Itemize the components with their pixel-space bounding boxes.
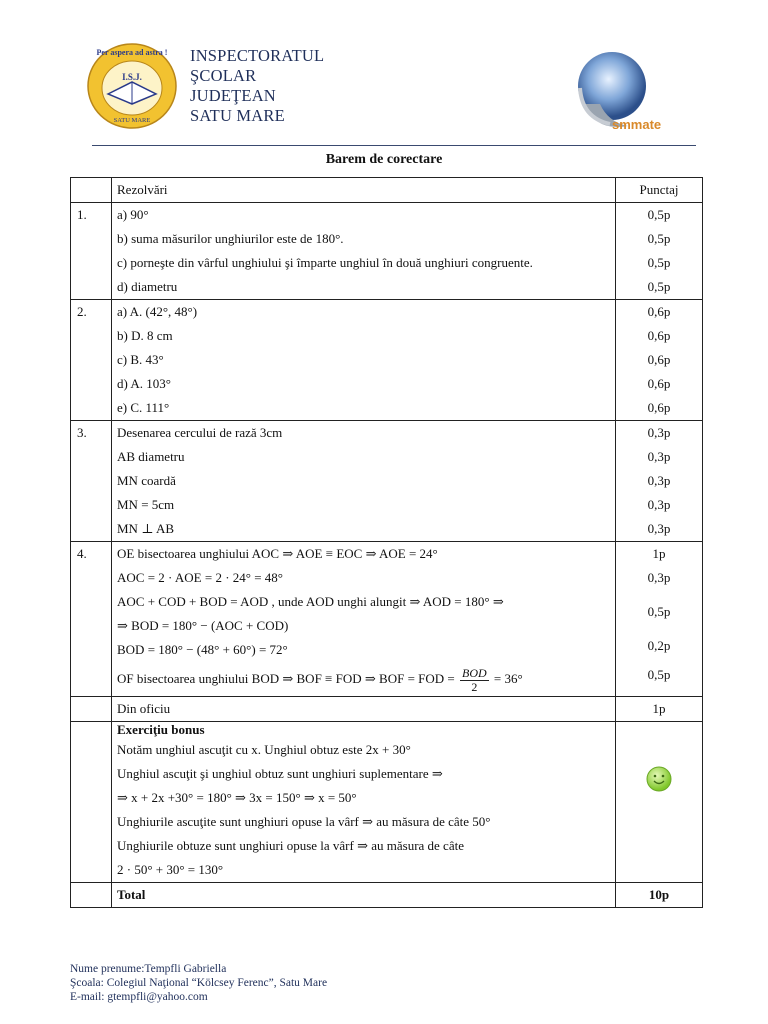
- author-email: E-mail: gtempfli@yahoo.com: [70, 991, 208, 1003]
- bonus-title: Exerciţiu bonus: [117, 722, 205, 737]
- smmate-logo-text: smmate: [612, 117, 662, 132]
- fraction: $\frac{\text{BOD}}{2}$: [461, 665, 487, 694]
- exercise-solution: [112, 542, 616, 697]
- header-cell-number: [71, 178, 112, 203]
- table-row-bonus: [71, 722, 703, 883]
- exercise-number: 1.: [71, 203, 112, 300]
- institution-name: [190, 46, 324, 126]
- institution-line: INSPECTORATUL: [190, 46, 325, 65]
- bonus-solution: Exerciţiu bonus Notăm unghiul ascuţit cu x. Unghiul obtuz este 2x + 30° Unghiul ascuţit şi unghiul obtuz sunt unghiuri suplementare ⇒ ⇒ x + 2x +30° = 180° ⇒ 3x = 150° ⇒ x = 50° Unghiurile ascuţite sunt unghiuri opuse la vârf ⇒ au măsura de câte 50° Unghiurile obtuze sunt unghiuri opuse la vârf ⇒ au măsura de câte 2 · 50° + 30° = 130°: [112, 722, 616, 883]
- institution-line: JUDEŢEAN: [190, 86, 276, 105]
- logo-motto: Per aspera ad astra !: [96, 48, 168, 57]
- table-row-oficiu: [71, 697, 703, 722]
- exercise-number: 4.: [71, 542, 112, 697]
- grading-table: [70, 177, 703, 908]
- exercise-number: 3.: [71, 421, 112, 542]
- ex4-line-3: AOC + COD + BOD = AOD , unde AOD unghi alungit ⇒ AOD = 180° ⇒: [117, 594, 504, 609]
- isj-logo: [86, 42, 178, 130]
- oficiu-points: 1p: [616, 697, 703, 722]
- exercise-number: [71, 883, 112, 908]
- table-row-ex3: [71, 421, 703, 542]
- exercise-number: [71, 722, 112, 883]
- author-school: Şcoala: Colegiul Naţional “Kölcsey Ferenc”, Satu Mare: [70, 977, 328, 989]
- logo-bottom-text: SATU MARE: [113, 117, 151, 124]
- author-name: Nume prenume:Tempfli Gabriella: [70, 963, 227, 975]
- exercise-points: 0,5p 0,5p 0,5p 0,5p: [616, 203, 703, 300]
- exercise-solution: Desenarea cercului de rază 3cm AB diametru MN coardă MN = 5cm MN ⊥ AB: [112, 421, 616, 542]
- bonus-points: [616, 722, 703, 883]
- ex4-line-5: BOD = 180° − (48° + 60°) = 72°: [117, 642, 288, 657]
- table-row-ex2: [71, 300, 703, 421]
- ex4-line-6: OF bisectoarea unghiului BOD ⇒ BOF ≡ FOD ⇒ BOF = FOD = $\frac{\text{BOD}}{2}$ = 36°: [117, 665, 523, 694]
- table-row-ex1: [71, 203, 703, 300]
- exercise-points: 0,3p 0,3p 0,3p 0,3p 0,3p: [616, 421, 703, 542]
- institution-line: SATU MARE: [190, 106, 285, 125]
- table-row-ex4: [71, 542, 703, 697]
- smiley-face-icon: [646, 766, 672, 792]
- exercise-number: [71, 697, 112, 722]
- exercise-points: 0,6p 0,6p 0,6p 0,6p 0,6p: [616, 300, 703, 421]
- logo-center-text: I.S.J.: [122, 72, 142, 82]
- ex4-line-1: OE bisectoarea unghiului AOC ⇒ AOE ≡ EOC ⇒ AOE = 24°: [117, 546, 438, 561]
- page-header: [0, 0, 768, 150]
- table-row-total: [71, 883, 703, 908]
- exercise-solution: a) A. (42°, 48°) b) D. 8 cm c) B. 43° d) A. 103° e) C. 111°: [112, 300, 616, 421]
- table-header-row: [71, 178, 703, 203]
- exercise-points: 1p 0,3p 0,5p 0,2p 0,5p: [616, 542, 703, 697]
- header-cell-solutions: Rezolvări: [112, 178, 616, 203]
- exercise-solution: a) 90° b) suma măsurilor unghiurilor este de 180°. c) porneşte din vârful unghiului şi împarte unghiul în două unghiuri congruente. d) diametru: [112, 203, 616, 300]
- page-title: Barem de corectare: [325, 152, 443, 167]
- header-rule: [92, 145, 696, 146]
- exercise-number: 2.: [71, 300, 112, 421]
- ex4-line-4: ⇒ BOD = 180° − (AOC + COD): [117, 618, 289, 633]
- total-points: 10p: [616, 883, 703, 908]
- institution-line: ŞCOLAR: [190, 66, 257, 85]
- author-footer: [70, 962, 327, 1004]
- oficiu-label: Din oficiu: [112, 697, 616, 722]
- ex4-line-2: AOC = 2 · AOE = 2 · 24° = 48°: [117, 570, 283, 585]
- header-cell-points: Punctaj: [616, 178, 703, 203]
- total-label: Total: [112, 883, 616, 908]
